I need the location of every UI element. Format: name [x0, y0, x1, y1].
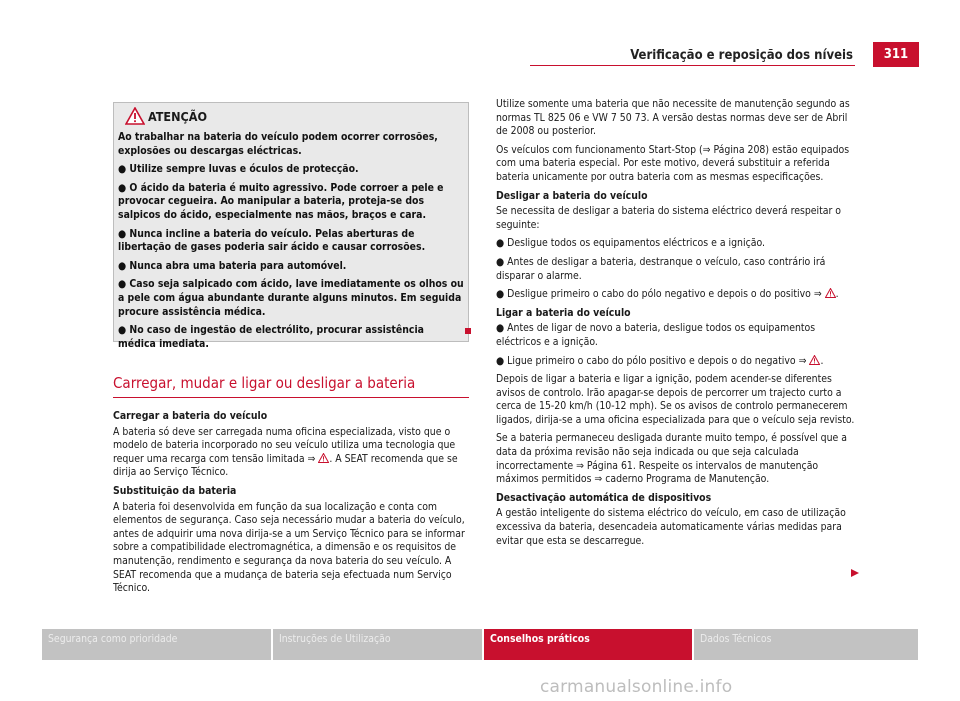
- right-column: [496, 98, 856, 553]
- tab-practical-advice[interactable]: Conselhos práticos: [484, 629, 692, 660]
- warning-item: ● O ácido da bateria é muito agressivo. Pode corroer a pele e provocar cegueira. Ao manipular a bateria, proteja-se dos salpicos do ácido, especialmente nas mãos, braços e cara.: [118, 181, 444, 221]
- tab-technical-data[interactable]: Dados Técnicos: [694, 629, 918, 660]
- connect-item: ● Ligue primeiro o cabo do pólo positivo e depois o do negativo ⇒ .: [496, 354, 824, 367]
- section-title: Carregar, mudar e ligar ou desligar a bateria: [113, 374, 416, 392]
- tab-instructions[interactable]: Instruções de Utilização: [273, 629, 482, 660]
- warning-ref-icon[interactable]: [318, 453, 329, 463]
- page-header-title: Verificação e reposição dos níveis: [630, 48, 853, 63]
- battery-norms-paragraph: Utilize somente uma bateria que não necessite de manutenção segundo as normas TL 825 06 e VW 7 50 73. A versão destas normas deve ser de Abril de 2008 ou posterior.: [496, 98, 850, 138]
- bullet-icon: ●: [118, 181, 130, 194]
- warning-ref-icon[interactable]: [809, 355, 820, 365]
- replace-paragraph: A bateria foi desenvolvida em função da sua localização e conta com elementos de segurança. Caso seja necessário mudar a bateria do veículo, antes de adquirir uma nova dirija-se a um Serviço Técnico para se informar sobre a compatibilidade electromagnética, a dimensão e os requisitos de manutenção, rendimento e segurança da nova bateria do seu veículo. A SEAT recomenda que a mudança de bateria seja efectuada num Serviço Técnico.: [113, 500, 465, 595]
- disconnect-intro: Se necessita de desligar a bateria do sistema eléctrico deverá respeitar o seguinte:: [496, 205, 842, 231]
- auto-disable-paragraph: A gestão inteligente do sistema eléctrico do veículo, em caso de utilização excessiva da bateria, desencadeia automaticamente várias medidas para evitar que esta se descarregue.: [496, 507, 846, 547]
- watermark: carmanualsonline.info: [540, 677, 733, 697]
- footer-nav: [42, 629, 918, 660]
- start-stop-paragraph: Os veículos com funcionamento Start-Stop (⇒ Página 208) estão equipados com uma bateria especial. Por este motivo, deverá substituir a referida bateria unicamente por outra bateria com as mesmas especificações.: [496, 143, 850, 183]
- service-date-paragraph: Se a bateria permaneceu desligada durante muito tempo, é possível que a data da próxima revisão não seja indicada ou que seja calculada incorrectamente ⇒ Página 61. Respeite os intervalos de manutenção máximos permitidos ⇒ caderno Programa de Manutenção.: [496, 432, 847, 486]
- warning-triangle-icon: [125, 107, 145, 125]
- warning-item: ● Nunca incline a bateria do veículo. Pelas aberturas de libertação de gases poderia sair ácido e causar corrosões.: [118, 227, 426, 254]
- warning-intro: Ao trabalhar na bateria do veículo podem ocorrer corrosões, explosões ou descargas eléctricas.: [118, 131, 438, 157]
- bullet-icon: ●: [496, 237, 508, 250]
- warning-body: [118, 131, 464, 356]
- bullet-icon: ●: [496, 354, 508, 367]
- charge-heading: Carregar a bateria do veículo: [113, 410, 268, 422]
- warning-box: [113, 102, 469, 350]
- warning-title: ATENÇÃO: [148, 109, 208, 124]
- connect-item: ● Antes de ligar de novo a bateria, desligue todos os equipamentos eléctricos e a ignição.: [496, 322, 816, 348]
- connect-heading: Ligar a bateria do veículo: [496, 306, 631, 319]
- warning-item: ● Utilize sempre luvas e óculos de protecção.: [118, 163, 359, 176]
- bullet-icon: ●: [118, 278, 130, 291]
- warning-end-marker: [465, 328, 471, 334]
- disconnect-item: ● Desligue primeiro o cabo do pólo negativo e depois o do positivo ⇒ .: [496, 288, 839, 301]
- disconnect-heading: Desligar a bateria do veículo: [496, 189, 648, 202]
- bullet-icon: ●: [496, 255, 508, 268]
- continue-arrow-icon: [850, 568, 860, 578]
- bullet-icon: ●: [118, 324, 130, 337]
- disconnect-item: ● Desligue todos os equipamentos eléctricos e a ignição.: [496, 237, 765, 250]
- bullet-icon: ●: [118, 163, 130, 176]
- bullet-icon: ●: [496, 322, 508, 335]
- charge-paragraph: A bateria só deve ser carregada numa oficina especializada, visto que o modelo de bateria incorporado no seu veículo utiliza uma tecnologia que requer uma recarga com tensão limitada ⇒ . A SEAT recomenda que se dirija ao Serviço Técnico.: [113, 425, 458, 479]
- auto-disable-heading: Desactivação automática de dispositivos: [496, 491, 712, 504]
- bullet-icon: ●: [118, 227, 130, 240]
- header-divider: [530, 65, 855, 66]
- warning-header: [114, 103, 468, 130]
- warning-item: ● Nunca abra uma bateria para automóvel.: [118, 259, 347, 272]
- warning-ref-icon[interactable]: [825, 288, 836, 298]
- warning-item: ● Caso seja salpicado com ácido, lave imediatamente os olhos ou a pele com água abundante durante alguns minutos. Em seguida procure assistência médica.: [118, 278, 464, 318]
- replace-heading: Substituição da bateria: [113, 484, 237, 497]
- warning-lights-paragraph: Depois de ligar a bateria e ligar a ignição, podem acender-se diferentes avisos de controlo. Irão apagar-se depois de percorrer um trajecto curto a cerca de 15-20 km/h (10-12 mph). Se os avisos de controlo permanecerem ligados, dirija-se a uma oficina especializada para que o veículo seja revisto.: [496, 373, 855, 426]
- tab-safety[interactable]: Segurança como prioridade: [42, 629, 271, 660]
- left-column: [113, 410, 469, 601]
- disconnect-item: ● Antes de desligar a bateria, destranque o veículo, caso contrário irá disparar o alarme.: [496, 255, 826, 282]
- section-divider: [113, 397, 469, 398]
- bullet-icon: ●: [118, 259, 130, 272]
- bullet-icon: ●: [496, 288, 508, 301]
- warning-item: ● No caso de ingestão de electrólito, procurar assistência médica imediata.: [118, 324, 424, 350]
- page-number: 311: [873, 42, 919, 67]
